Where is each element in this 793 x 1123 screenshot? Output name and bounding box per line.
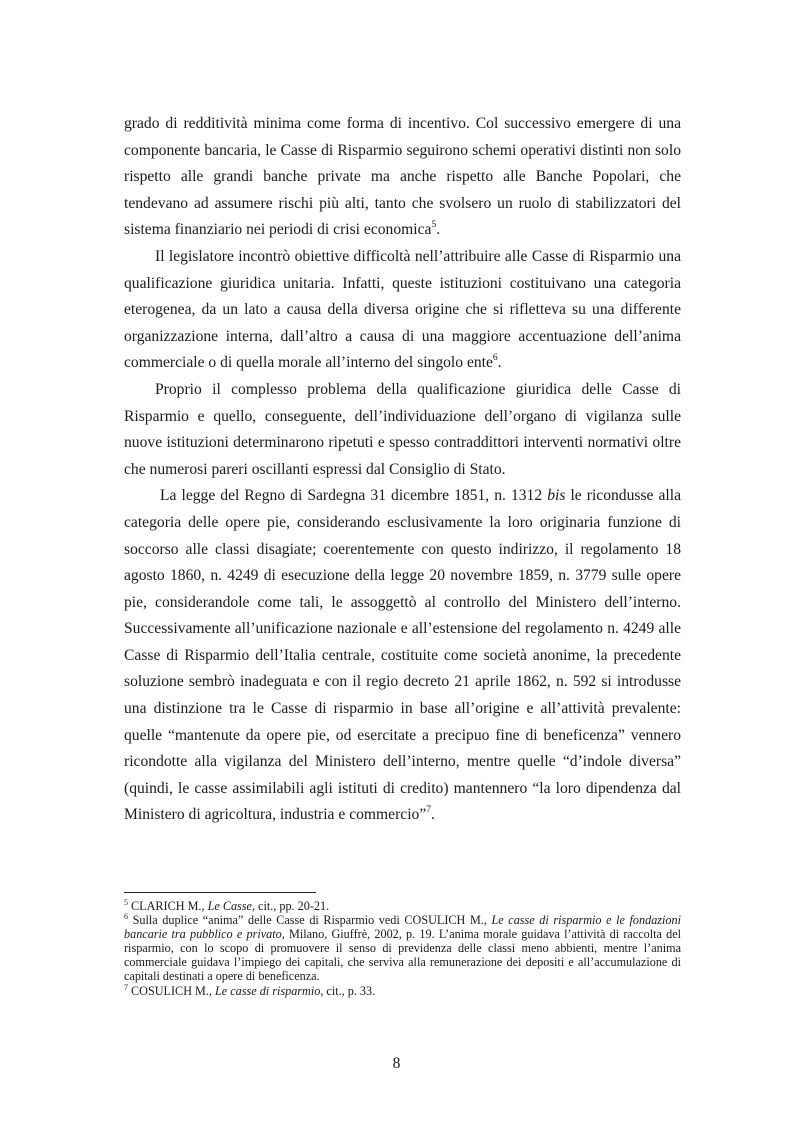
footnote-number: 6 xyxy=(124,912,128,922)
footnote-ref-7[interactable]: 7 xyxy=(426,805,432,816)
paragraph-1 xyxy=(124,111,681,244)
page-number: 8 xyxy=(392,1055,401,1072)
paragraph-4-end: . xyxy=(431,806,435,824)
footnote-title: Le Casse xyxy=(207,899,252,913)
footnote-number: 5 xyxy=(124,897,128,907)
paragraph-4-text-before: La legge del Regno di Sardegna 31 dicembre 1851, n. 1312 xyxy=(160,487,548,505)
footnote-text: COSULICH M., xyxy=(128,983,216,998)
footnote-ref-6[interactable]: 6 xyxy=(492,353,498,364)
footnote-text: , cit., pp. 20-21. xyxy=(251,899,330,913)
footnote-ref-5[interactable]: 5 xyxy=(431,220,437,231)
footnotes xyxy=(124,899,681,998)
paragraph-2 xyxy=(124,244,681,377)
footnote-title: Le casse di risparmio xyxy=(215,983,321,998)
paragraph-3-text: Proprio il complesso problema della qualificazione giuridica delle Casse di Risparmio e quello, conseguente, dell’individuazione dell’organo di vigilanza sulle nuove istituzioni determinarono ripetuti e spesso contraddittori interventi normativi oltre che numerosi pareri oscillanti espressi dal Consiglio di Stato. xyxy=(124,380,681,478)
footnote-separator xyxy=(124,892,316,893)
footnote-text: Sulla duplice “anima” delle Casse di Risparmio vedi COSULICH M., xyxy=(128,913,492,928)
paragraph-2-text: Il legislatore incontrò obiettive difficoltà nell’attribuire alle Casse di Risparmio una qualificazione giuridica unitaria. Infatti, queste istituzioni costituivano una categoria eterogenea, da un lato a causa della diversa origine che si rifletteva su una differente organizzazione interna, dall’altro a causa di una maggiore accentuazione dell’anima commerciale o di quella morale all’interno del singolo ente xyxy=(124,247,681,372)
footnote-text: , cit., p. 33. xyxy=(320,983,376,998)
paragraph-4 xyxy=(124,483,681,829)
paragraph-4-emphasis: bis xyxy=(547,487,566,505)
paragraph-1-text: grado di redditività minima come forma di incentivo. Col successivo emergere di una componente bancaria, le Casse di Risparmio seguirono schemi operativi distinti non solo rispetto alle grandi banche private ma anche rispetto alle Banche Popolari, che tendevano ad assumere rischi più alti, tanto che svolsero un ruolo di stabilizzatori del sistema finanziario nei periodi di crisi economica xyxy=(124,115,681,239)
footnote-number: 7 xyxy=(124,982,128,992)
footnote-5 xyxy=(124,899,681,913)
body-text xyxy=(124,111,681,829)
paragraph-2-end: . xyxy=(497,354,502,372)
footnote-6 xyxy=(124,913,681,983)
footnote-text: , Milano, Giuffrè, 2002, p. 19. L’anima morale guidava l’attività di raccolta del risparmio, con lo scopo di promuovere il senso di previdenza delle classi meno abbienti, mentre l’anima commerciale guidava l’impiego dei capitali, che serviva alla remunerazione dei depositi e all’accumulazione di capitali destinati a opere di beneficenza. xyxy=(124,927,682,984)
footnote-text: CLARICH M., xyxy=(128,899,208,913)
paragraph-3 xyxy=(124,377,681,483)
paragraph-4-text-after: le ricondusse alla categoria delle opere pie, considerando esclusivamente la loro originaria funzione di soccorso alle classi disagiate; coerentemente con questo indirizzo, il regolamento 18 agosto 1860, n. 4249 di esecuzione della legge 20 novembre 1859, n. 3779 sulle opere pie, considerandole come tali, le assoggettò al controllo del Ministero dell’interno. Successivamente all’unificazione nazionale e all’estensione del regolamento n. 4249 alle Casse di Risparmio dell’Italia centrale, costituite come società anonime, la precedente soluzione sembrò inadeguata e con il regio decreto 21 aprile 1862, n. 592 si introdusse una distinzione tra le Casse di risparmio in base all’origine e all’attività prevalente: quelle “mantenute da opere pie, od esercitate a precipuo fine di beneficenza” vennero ricondotte alla vigilanza del Ministero dell’interno, mentre quelle “d’indole diversa” (quindi, le casse assimilabili agli istituti di credito) mantennero “la loro dipendenza dal Ministero di agricoltura, industria e commercio” xyxy=(124,487,681,824)
paragraph-1-end: . xyxy=(436,221,441,239)
footnote-7 xyxy=(124,984,681,998)
footnote-title: Le casse di risparmio e le fondazioni bancarie tra pubblico e privato xyxy=(124,913,681,942)
